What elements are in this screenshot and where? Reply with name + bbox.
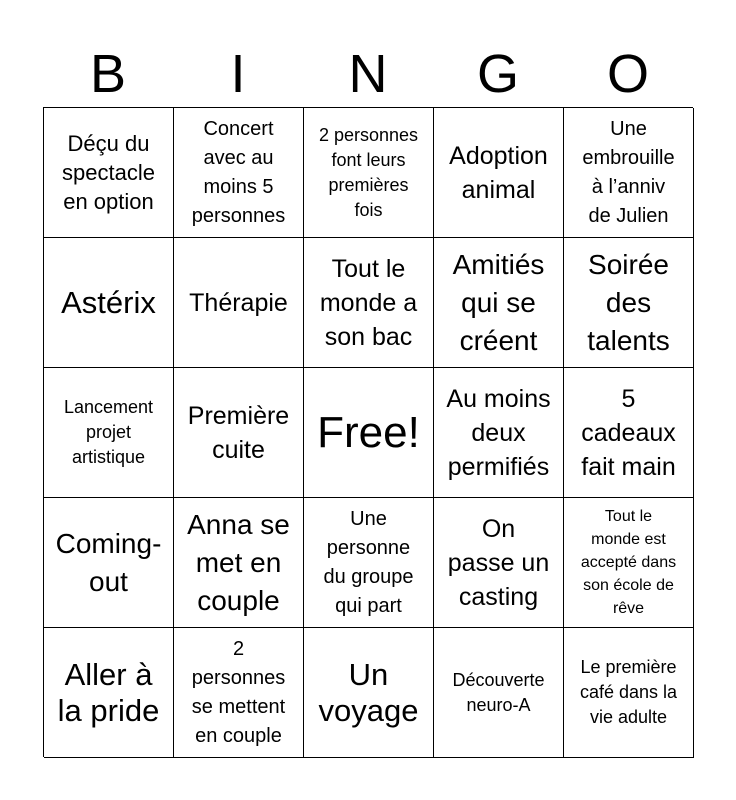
bingo-cell-r4c2[interactable] [174,498,304,628]
bingo-cell-r3c4[interactable] [434,368,564,498]
cell-text: 5 cadeaux fait main [581,384,676,481]
cell-text: Tout le monde est accepté dans son école de rêve [580,508,677,617]
cell-text: Anna se met en couple [187,508,290,616]
header-letter-b: B [89,44,127,104]
cell-text: Première cuite [187,401,290,464]
bingo-cell-r5c5[interactable] [564,628,694,758]
bingo-cell-r3c3-free[interactable] [304,368,434,498]
bingo-cell-r2c5[interactable] [564,238,694,368]
cell-text: On passe un casting [447,514,550,611]
bingo-cell-r3c2[interactable] [174,368,304,498]
bingo-cell-r1c5[interactable] [564,108,694,238]
cell-text: Lancement projet artistique [63,397,154,467]
bingo-header [43,40,693,108]
bingo-cell-r5c2[interactable] [174,628,304,758]
cell-text: Astérix [61,284,156,320]
header-letter-o: O [606,44,649,104]
header-letter-n: N [348,44,388,104]
bingo-card [43,107,693,757]
bingo-cell-r2c4[interactable] [434,238,564,368]
cell-text: Thérapie [189,288,288,317]
cell-text: Amitiés qui se créent [452,248,545,356]
bingo-cell-r5c3[interactable] [304,628,434,758]
bingo-cell-r2c2[interactable] [174,238,304,368]
bingo-cell-r5c4[interactable] [434,628,564,758]
cell-text: Le première café dans la vie adulte [579,657,678,727]
bingo-cell-r2c3[interactable] [304,238,434,368]
bingo-cell-r4c1[interactable] [44,498,174,628]
cell-text: Déçu du spectacle en option [62,131,155,214]
cell-text: 2 personnes font leurs premières fois [318,124,419,220]
bingo-cell-r3c1[interactable] [44,368,174,498]
cell-text: Adoption animal [449,141,548,204]
bingo-cell-r1c2[interactable] [174,108,304,238]
header-letter-i: I [230,44,246,104]
cell-text: Coming- out [55,527,162,597]
bingo-cell-r4c5[interactable] [564,498,694,628]
bingo-cell-r1c3[interactable] [304,108,434,238]
cell-text: Découverte neuro-A [452,669,545,715]
bingo-cell-r4c3[interactable] [304,498,434,628]
bingo-cell-r5c1[interactable] [44,628,174,758]
bingo-cell-r1c1[interactable] [44,108,174,238]
cell-text: 2 personnes se mettent en couple [191,637,286,747]
cell-text: Concert avec au moins 5 personnes [191,117,286,227]
cell-text: Un voyage [318,656,419,728]
cell-text: Soirée des talents [587,248,670,356]
header-letter-g: G [476,44,519,104]
cell-text: Aller à la pride [57,656,160,728]
bingo-cell-r1c4[interactable] [434,108,564,238]
bingo-cell-r2c1[interactable] [44,238,174,368]
cell-text: Au moins deux permifiés [446,384,551,481]
bingo-cell-r4c4[interactable] [434,498,564,628]
cell-text: Une embrouille à l’anniv de Julien [582,117,675,227]
cell-text: Tout le monde a son bac [319,254,418,351]
cell-text: Une personne du groupe qui part [323,507,414,617]
free-space-text: Free! [317,407,420,457]
bingo-cell-r3c5[interactable] [564,368,694,498]
